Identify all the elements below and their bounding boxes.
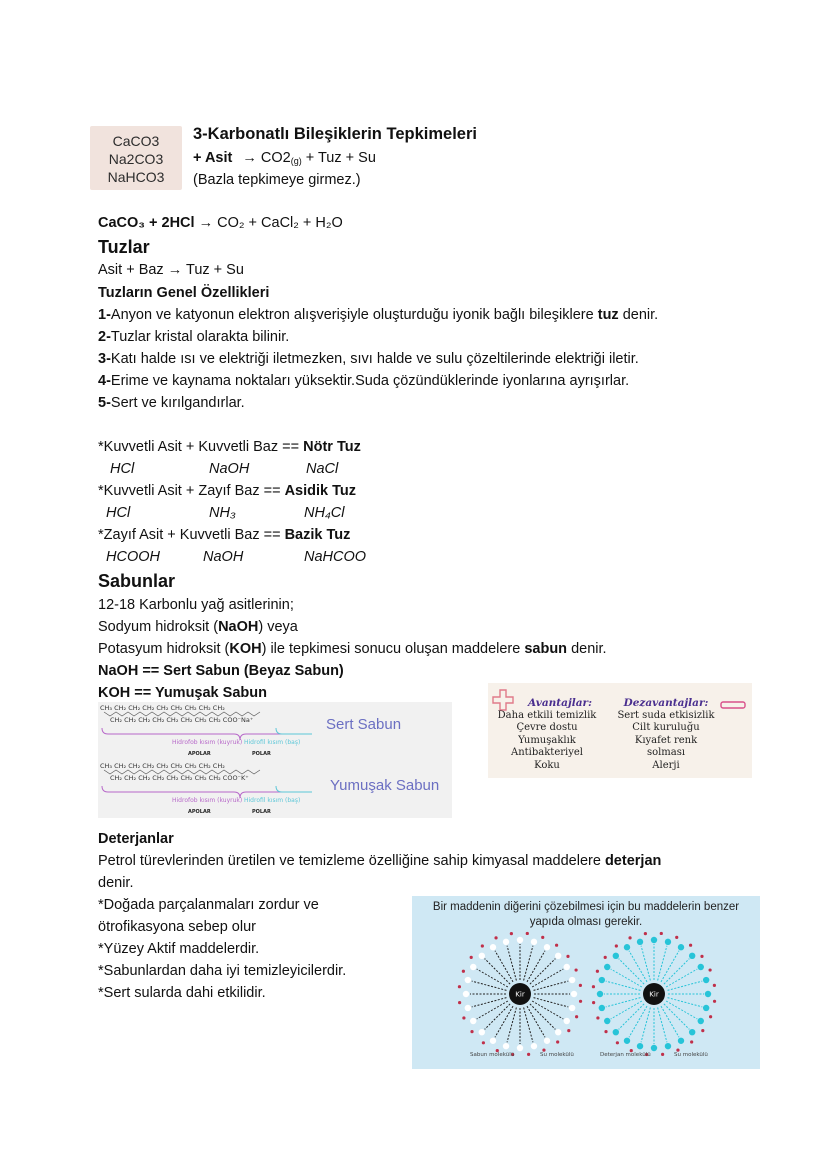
molecule-head bbox=[705, 991, 711, 997]
deterjan-bullet: *Sabunlardan daha iyi temizleyicilerdir. bbox=[98, 963, 347, 979]
molecule-tail bbox=[619, 959, 644, 984]
polar-label: POLAR bbox=[252, 751, 271, 757]
ion-dot bbox=[592, 1001, 595, 1004]
molecule-tail bbox=[666, 1001, 697, 1019]
disadvantages-title: Dezavantajlar: bbox=[623, 697, 709, 709]
ion-dot bbox=[689, 944, 692, 947]
item-text: Katı halde ısı ve elektriği iletmezken, sıvı halde ve sulu çözeltilerinde elektriği iletir. bbox=[110, 351, 639, 367]
molecule-head bbox=[624, 1038, 630, 1044]
advantages-title: Avantajlar: bbox=[528, 697, 592, 709]
molecule-head bbox=[599, 977, 605, 983]
hydrophobic-label: Hidrofob kısım (kuyruk) bbox=[172, 739, 243, 746]
molecule-tail bbox=[534, 998, 569, 1007]
molecule-tail bbox=[629, 951, 647, 982]
ion-dot bbox=[541, 936, 544, 939]
molecule-tail bbox=[495, 1006, 513, 1037]
item-number: 1- bbox=[98, 307, 111, 323]
micelle-svg bbox=[412, 896, 760, 1069]
ion-dot bbox=[675, 936, 678, 939]
ion-dot bbox=[701, 1029, 704, 1032]
disadvantage-item: Kıyafet renk solması bbox=[634, 734, 698, 758]
ion-dot bbox=[713, 1000, 716, 1003]
molecule-head bbox=[624, 944, 630, 950]
molecule-head bbox=[604, 1018, 610, 1024]
chip-formula-nahco3: NaHCO3 bbox=[107, 169, 165, 185]
item-text: Sert ve kırılgandırlar. bbox=[110, 395, 245, 411]
reaction-rhs: CO₂ + CaCl₂ + H₂O bbox=[217, 215, 343, 231]
item-number: 5- bbox=[98, 395, 111, 411]
molecule-tail bbox=[532, 1001, 563, 1019]
molecule-tail bbox=[507, 1008, 516, 1043]
molecule-head bbox=[703, 977, 709, 983]
tuzlar-properties-heading: Tuzların Genel Özellikleri bbox=[98, 285, 270, 301]
molecule-tail bbox=[527, 1006, 545, 1037]
advantage-item: Antibakteriyel bbox=[511, 747, 583, 758]
item-text-end: denir. bbox=[618, 307, 659, 323]
molecule-tail bbox=[477, 1001, 508, 1019]
molecule-head bbox=[465, 1005, 471, 1011]
molecule-head bbox=[665, 939, 671, 945]
molecule-head bbox=[678, 944, 684, 950]
carbonates-title: 3-Karbonatlı Bileşiklerin Tepkimeleri bbox=[193, 125, 477, 143]
disadvantage-item: Alerji bbox=[652, 759, 680, 771]
ion-dot bbox=[527, 1053, 530, 1056]
ion-dot bbox=[462, 970, 465, 973]
advantage-item: Daha etkili temizlik bbox=[497, 709, 597, 721]
molecule-tail bbox=[530, 1004, 555, 1029]
tuzlar-equation bbox=[98, 261, 244, 279]
ion-dot bbox=[596, 1016, 599, 1019]
salt-type-basic bbox=[98, 526, 350, 544]
reaction-lhs: CaCO₃ + 2HCl bbox=[98, 215, 195, 231]
ion-dot bbox=[458, 985, 461, 988]
arrow-glyph: → bbox=[242, 150, 257, 166]
advantage-item: Çevre dostu bbox=[516, 722, 578, 733]
yumusak-sabun-line: KOH == Yumuşak Sabun bbox=[98, 685, 267, 701]
molecule-tail bbox=[668, 981, 703, 990]
ion-dot bbox=[709, 1015, 712, 1018]
salt-rule: *Kuvvetli Asit + Kuvvetli Baz == bbox=[98, 439, 304, 455]
ion-dot bbox=[526, 932, 529, 935]
property-item-4 bbox=[98, 372, 629, 390]
molecule-head bbox=[465, 977, 471, 983]
ion-dot bbox=[567, 1029, 570, 1032]
property-item-5 bbox=[98, 394, 245, 412]
deterjanlar-heading: Deterjanlar bbox=[98, 831, 174, 847]
salt-rule: *Kuvvetli Asit + Zayıf Baz == bbox=[98, 483, 285, 499]
property-item-1 bbox=[98, 306, 658, 324]
ion-dot bbox=[470, 956, 473, 959]
ion-dot bbox=[616, 1041, 619, 1044]
text: Sodyum hidroksit ( bbox=[98, 619, 219, 635]
sabunlar-line-2 bbox=[98, 618, 298, 636]
sabunlar-heading: Sabunlar bbox=[98, 571, 176, 591]
molecule-head bbox=[651, 1045, 657, 1051]
detergent-molecule-label: Deterjan molekülü bbox=[600, 1052, 651, 1058]
example-base: NH₃ bbox=[209, 505, 236, 521]
molecule-tail bbox=[485, 959, 510, 984]
sabunlar-line-1: 12-18 Karbonlu yağ asitlerinin; bbox=[98, 597, 294, 613]
disadvantages-column bbox=[616, 697, 716, 772]
ion-dot bbox=[510, 932, 513, 935]
hard-chain-bottom: CH₂ CH₂ CH₂ CH₂ CH₂ CH₂ CH₂ CH₂ COO⁻Na⁺ bbox=[110, 716, 254, 724]
deterjan-bullet: *Doğada parçalanmaları zordur ve bbox=[98, 897, 319, 913]
molecule-head bbox=[470, 1018, 476, 1024]
text: Petrol türevlerinden üretilen ve temizleme özelliğine sahip kimyasal maddelere bbox=[98, 853, 605, 869]
ion-dot bbox=[690, 1040, 693, 1043]
molecule-head bbox=[597, 991, 603, 997]
tuzlar-heading: Tuzlar bbox=[98, 237, 150, 257]
molecule-head bbox=[571, 991, 577, 997]
molecule-head bbox=[703, 1005, 709, 1011]
text: ) ile tepkimesi sonucu oluşan maddelere bbox=[261, 641, 525, 657]
soft-soap-label: Yumuşak Sabun bbox=[330, 777, 440, 794]
ion-dot bbox=[566, 955, 569, 958]
apolar-label: APOLAR bbox=[188, 751, 211, 757]
products-text: + Tuz + Su bbox=[305, 150, 376, 166]
property-item-2 bbox=[98, 328, 289, 346]
example-salt: NaCl bbox=[306, 461, 339, 477]
ion-dot bbox=[604, 1030, 607, 1033]
salt-type-acidic bbox=[98, 482, 356, 500]
salt-result: Asidik Tuz bbox=[284, 483, 357, 499]
ion-dot bbox=[556, 1040, 559, 1043]
molecule-tail bbox=[611, 969, 642, 987]
eq-rhs: Tuz + Su bbox=[186, 262, 244, 278]
water-molecule-label: Su molekülü bbox=[540, 1052, 574, 1058]
advantages-column bbox=[488, 697, 606, 772]
molecule-head bbox=[637, 939, 643, 945]
molecule-head bbox=[613, 953, 619, 959]
example-acid: HCOOH bbox=[106, 549, 160, 565]
micelle-figure bbox=[412, 896, 760, 1069]
molecule-head bbox=[564, 964, 570, 970]
ion-dot bbox=[644, 932, 647, 935]
title-line: Bir maddenin diğerini çözebilmesi için bu maddelerin benzer bbox=[432, 901, 740, 913]
molecule-head bbox=[665, 1043, 671, 1049]
koh-bold: KOH bbox=[229, 641, 262, 657]
molecule-head bbox=[490, 1038, 496, 1044]
molecule-head bbox=[698, 1018, 704, 1024]
co2-formula: CO2 bbox=[260, 150, 291, 166]
molecule-tail bbox=[606, 998, 641, 1007]
soft-chain-top: CH₃ CH₂ CH₂ CH₂ CH₂ CH₂ CH₂ CH₂ CH₂ bbox=[100, 762, 225, 770]
molecule-tail bbox=[664, 959, 689, 984]
property-item-3 bbox=[98, 350, 639, 368]
ion-dot bbox=[660, 932, 663, 935]
ion-dot bbox=[700, 955, 703, 958]
molecule-head bbox=[555, 953, 561, 959]
example-acid: HCl bbox=[106, 505, 131, 521]
molecule-tail bbox=[606, 981, 641, 990]
item-text: Erime ve kaynama noktaları yüksektir.Suda çözündüklerinde iyonlarına ayrışırlar. bbox=[110, 373, 630, 389]
example-base: NaOH bbox=[209, 461, 250, 477]
text: ) veya bbox=[258, 619, 298, 635]
ion-dot bbox=[708, 968, 711, 971]
item-text: Anyon ve katyonun elektron alışverişiyle oluşturduğu iyonik bağlı bileşiklere bbox=[110, 307, 598, 323]
molecule-tail bbox=[661, 1006, 679, 1037]
molecule-head bbox=[637, 1043, 643, 1049]
molecule-head bbox=[544, 1038, 550, 1044]
carbonates-reaction-line bbox=[193, 149, 376, 170]
molecule-head bbox=[531, 939, 537, 945]
molecule-tail bbox=[641, 946, 650, 981]
ion-dot bbox=[579, 984, 582, 987]
molecule-tail bbox=[629, 1006, 647, 1037]
salt-rule: *Zayıf Asit + Kuvvetli Baz == bbox=[98, 527, 285, 543]
molecule-tail bbox=[524, 1008, 533, 1043]
molecule-head bbox=[613, 1029, 619, 1035]
molecule-tail bbox=[658, 1008, 667, 1043]
salt-result: Nötr Tuz bbox=[303, 439, 361, 455]
text: Potasyum hidroksit ( bbox=[98, 641, 230, 657]
ion-dot bbox=[462, 1016, 465, 1019]
molecule-head bbox=[503, 1043, 509, 1049]
molecule-tail bbox=[664, 1004, 689, 1029]
dirt-label: Kir bbox=[649, 990, 659, 999]
sabun-bold: sabun bbox=[524, 641, 568, 657]
item-number: 2- bbox=[98, 329, 111, 345]
item-text: Tuzlar kristal olarakta bilinir. bbox=[110, 329, 290, 345]
ion-dot bbox=[481, 944, 484, 947]
molecule-head bbox=[678, 1038, 684, 1044]
plus-asit: + Asit bbox=[193, 150, 233, 166]
molecule-head bbox=[517, 937, 523, 943]
hydrophilic-label-2: Hidrofil kısım (baş) bbox=[244, 797, 301, 804]
molecule-head bbox=[463, 991, 469, 997]
ion-dot bbox=[574, 968, 577, 971]
eq-lhs: Asit + Baz bbox=[98, 262, 164, 278]
sert-sabun-line: NaOH == Sert Sabun (Beyaz Sabun) bbox=[98, 663, 344, 679]
molecule-tail bbox=[532, 969, 563, 987]
item-number: 3- bbox=[98, 351, 111, 367]
hard-chain-top: CH₃ CH₂ CH₂ CH₂ CH₂ CH₂ CH₂ CH₂ CH₂ bbox=[100, 704, 225, 712]
molecule-tail bbox=[527, 951, 545, 982]
molecule-tail bbox=[641, 1008, 650, 1043]
soft-chain-bottom: CH₂ CH₂ CH₂ CH₂ CH₂ CH₂ CH₂ CH₂ COO⁻K⁺ bbox=[110, 774, 249, 782]
ion-dot bbox=[596, 970, 599, 973]
molecule-tail bbox=[495, 951, 513, 982]
carbonates-note: (Bazla tepkimeye girmez.) bbox=[193, 172, 361, 188]
molecule-head bbox=[555, 1029, 561, 1035]
molecule-tail bbox=[472, 981, 507, 990]
band-aid-icon bbox=[720, 701, 746, 709]
molecule-head bbox=[604, 964, 610, 970]
caco3-reaction bbox=[98, 214, 343, 232]
reaction-arrow: → bbox=[198, 215, 214, 231]
ion-dot bbox=[494, 936, 497, 939]
carbonate-formula-chip bbox=[90, 126, 182, 190]
soap-micelle bbox=[458, 932, 582, 1056]
molecule-head bbox=[531, 1043, 537, 1049]
advantage-item: Koku bbox=[534, 759, 560, 771]
ion-dot bbox=[628, 936, 631, 939]
molecule-tail bbox=[485, 1004, 510, 1029]
sabunlar-line-3 bbox=[98, 640, 607, 658]
salt-result: Bazik Tuz bbox=[284, 527, 351, 543]
molecule-head bbox=[503, 939, 509, 945]
molecule-head bbox=[564, 1018, 570, 1024]
molecule-tail bbox=[507, 946, 516, 981]
molecule-head bbox=[689, 953, 695, 959]
co2-state: (g) bbox=[290, 156, 302, 166]
title-line: yapıda olması gerekir. bbox=[529, 916, 643, 928]
deterjan-bold: deterjan bbox=[604, 853, 662, 869]
deterjan-bullet: ötrofikasyona sebep olur bbox=[98, 919, 256, 935]
molecule-head bbox=[490, 944, 496, 950]
apolar-label-2: APOLAR bbox=[188, 809, 211, 815]
deterjan-definition-end: denir. bbox=[98, 875, 134, 891]
molecule-tail bbox=[611, 1001, 642, 1019]
molecule-tail bbox=[472, 998, 507, 1007]
molecule-head bbox=[689, 1029, 695, 1035]
molecule-head bbox=[517, 1045, 523, 1051]
molecule-head bbox=[569, 1005, 575, 1011]
item-bold: tuz bbox=[597, 307, 619, 323]
ion-dot bbox=[470, 1030, 473, 1033]
molecule-head bbox=[479, 1029, 485, 1035]
molecule-tail bbox=[530, 959, 555, 984]
advantage-item: Yumuşaklık bbox=[518, 734, 576, 746]
example-salt: NaHCOO bbox=[304, 549, 367, 565]
soap-structure-svg bbox=[98, 702, 452, 818]
molecule-tail bbox=[658, 946, 667, 981]
water-molecule-label-2: Su molekülü bbox=[674, 1052, 708, 1058]
molecule-head bbox=[470, 964, 476, 970]
detergent-micelle bbox=[592, 932, 716, 1056]
hydrophobic-label-2: Hidrofob kısım (kuyruk) bbox=[172, 797, 243, 804]
ion-dot bbox=[713, 984, 716, 987]
molecule-tail bbox=[668, 998, 703, 1007]
naoh-bold: NaOH bbox=[218, 619, 259, 635]
molecule-head bbox=[599, 1005, 605, 1011]
chip-formula-caco3: CaCO3 bbox=[112, 133, 160, 149]
text: denir. bbox=[567, 641, 607, 657]
salt-type-neutral bbox=[98, 438, 361, 456]
deterjan-bullet: *Sert sularda dahi etkilidir. bbox=[98, 985, 266, 1001]
molecule-head bbox=[544, 944, 550, 950]
example-acid: HCl bbox=[110, 461, 135, 477]
ion-dot bbox=[482, 1041, 485, 1044]
molecule-tail bbox=[534, 981, 569, 990]
deterjan-bullet: *Yüzey Aktif maddelerdir. bbox=[98, 941, 260, 957]
hydrophilic-label: Hidrofil kısım (baş) bbox=[244, 739, 301, 746]
disadvantage-item: Sert suda etkisizlik bbox=[617, 709, 715, 721]
ion-dot bbox=[579, 1000, 582, 1003]
hard-soap-label: Sert Sabun bbox=[326, 716, 402, 733]
molecule-tail bbox=[524, 946, 533, 981]
ion-dot bbox=[661, 1053, 664, 1056]
ion-dot bbox=[555, 944, 558, 947]
example-salt: NH₄Cl bbox=[304, 505, 345, 521]
soap-molecule-label: Sabun molekülü bbox=[470, 1052, 515, 1058]
molecule-head bbox=[479, 953, 485, 959]
soap-structure-figure bbox=[98, 702, 452, 818]
deterjan-definition bbox=[98, 852, 661, 870]
ion-dot bbox=[458, 1001, 461, 1004]
example-base: NaOH bbox=[203, 549, 244, 565]
disadvantage-item: Cilt kuruluğu bbox=[632, 722, 700, 733]
advantages-box bbox=[488, 683, 752, 778]
molecule-head bbox=[569, 977, 575, 983]
molecule-head bbox=[651, 937, 657, 943]
eq-arrow: → bbox=[167, 262, 183, 278]
molecule-head bbox=[698, 964, 704, 970]
ion-dot bbox=[604, 956, 607, 959]
molecule-tail bbox=[666, 969, 697, 987]
dirt-label: Kir bbox=[515, 990, 525, 999]
molecule-tail bbox=[619, 1004, 644, 1029]
molecule-tail bbox=[477, 969, 508, 987]
item-number: 4- bbox=[98, 373, 111, 389]
ion-dot bbox=[592, 985, 595, 988]
polar-label-2: POLAR bbox=[252, 809, 271, 815]
ion-dot bbox=[575, 1015, 578, 1018]
molecule-tail bbox=[661, 951, 679, 982]
ion-dot bbox=[615, 944, 618, 947]
chip-formula-na2co3: Na2CO3 bbox=[108, 151, 164, 167]
